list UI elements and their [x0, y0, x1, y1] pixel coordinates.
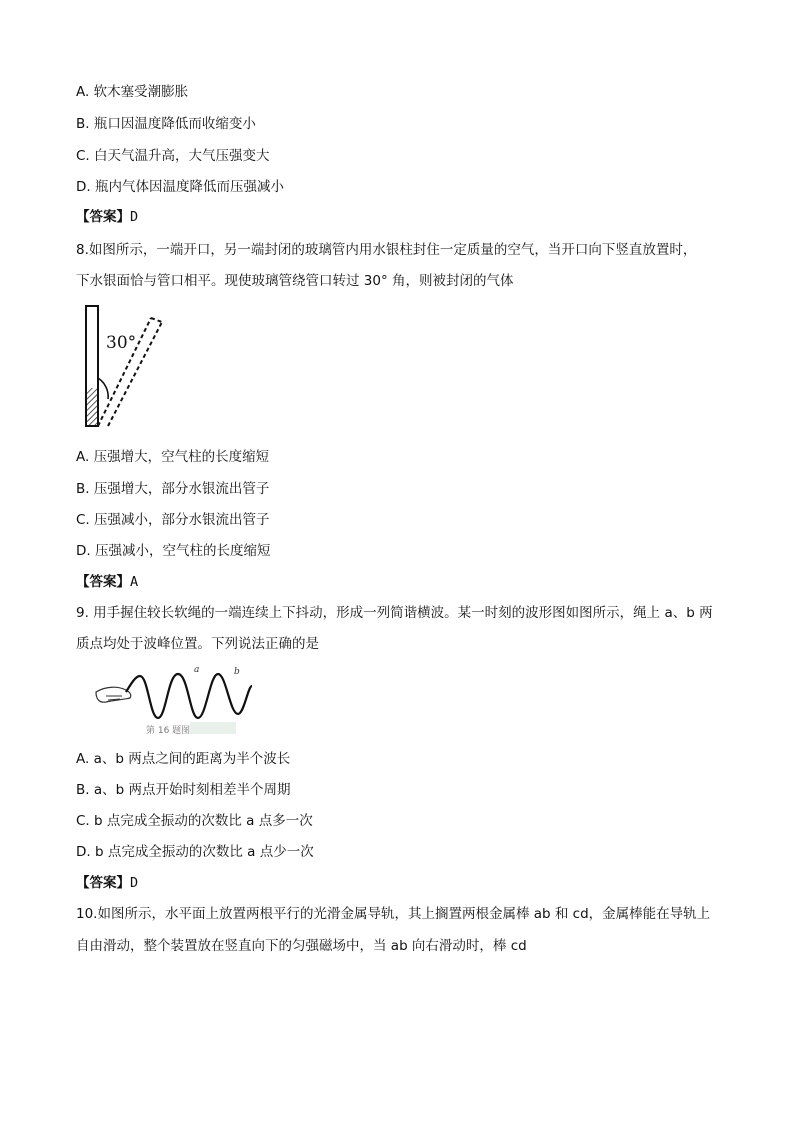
figure-caption: 第 16 题图 — [146, 726, 191, 736]
q8-tube-figure — [78, 300, 178, 430]
q7-option-d: D. 瓶内气体因温度降低而压强减小 — [76, 179, 284, 195]
q8-stem-line1: 8.如图所示，一端开口，另一端封闭的玻璃管内用水银柱封住一定质量的空气，当开口向下竖直放置时， — [76, 242, 697, 258]
q9-stem-line2: 质点均处于波峰位置。下列说法正确的是 — [76, 636, 319, 652]
q8-option-b: B. 压强增大，部分水银流出管子 — [76, 481, 270, 497]
angle-label: 30° — [106, 333, 137, 353]
mercury-column — [87, 388, 97, 425]
point-b-label: b — [234, 667, 240, 677]
angle-arc — [98, 378, 108, 399]
q8-option-d: D. 压强减小，空气柱的长度缩短 — [76, 543, 271, 559]
q8-answer — [76, 572, 138, 592]
answer-value: D — [130, 875, 139, 891]
q10-stem-line1: 10.如图所示，水平面上放置两根平行的光滑金属导轨，其上搁置两根金属棒 ab 和 cd，金属棒能在导轨上 — [76, 906, 711, 922]
q7-answer — [76, 207, 138, 227]
q9-option-c: C. b 点完成全振动的次数比 a 点多一次 — [76, 813, 313, 829]
answer-label: 【答案】 — [76, 875, 130, 891]
q7-option-b: B. 瓶口因温度降低而收缩变小 — [76, 116, 256, 132]
q9-option-b: B. a、b 两点开始时刻相差半个周期 — [76, 782, 291, 798]
q9-option-a: A. a、b 两点之间的距离为半个波长 — [76, 751, 291, 767]
q9-answer — [76, 873, 138, 893]
q7-option-c: C. 白天气温升高，大气压强变大 — [76, 148, 270, 164]
answer-value: D — [130, 209, 139, 225]
q9-option-d: D. b 点完成全振动的次数比 a 点少一次 — [76, 844, 314, 860]
q7-option-a: A. 软木塞受潮膨胀 — [76, 84, 189, 100]
answer-value: A — [130, 574, 139, 590]
answer-label: 【答案】 — [76, 574, 130, 590]
point-a-label: a — [194, 665, 200, 675]
wave-curve — [126, 674, 252, 718]
q9-wave-figure — [92, 662, 262, 737]
q8-stem-line2: 下水银面恰与管口相平。现使玻璃管绕管口转过 30° 角，则被封闭的气体 — [76, 273, 514, 289]
q8-option-a: A. 压强增大，空气柱的长度缩短 — [76, 449, 270, 465]
answer-label: 【答案】 — [76, 209, 130, 225]
q10-stem-line2: 自由滑动，整个装置放在竖直向下的匀强磁场中，当 ab 向右滑动时，棒 cd — [76, 938, 527, 954]
q8-option-c: C. 压强减小，部分水银流出管子 — [76, 512, 270, 528]
q9-stem-line1: 9. 用手握住较长软绳的一端连续上下抖动，形成一列简谐横波。某一时刻的波形图如图所示，绳上 a、b 两 — [76, 605, 713, 621]
watermark-logo — [190, 722, 236, 734]
